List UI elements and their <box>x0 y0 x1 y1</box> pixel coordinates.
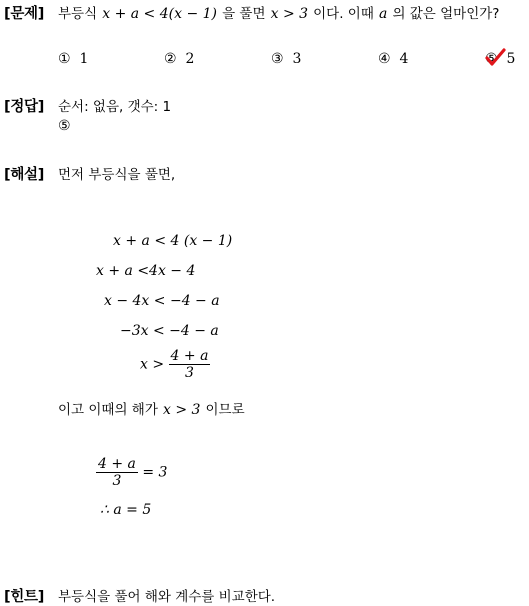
choice-2[interactable] <box>164 51 194 67</box>
equation-rhs: = 3 <box>142 464 168 481</box>
choice-4-value: 4 <box>399 51 409 67</box>
equation-denominator: 3 <box>96 472 138 489</box>
equation-fraction <box>96 456 138 489</box>
choice-5-value: 5 <box>506 51 516 67</box>
problem-condition: x > 3 <box>270 6 309 22</box>
answer-line-2: ⑤ <box>58 118 71 134</box>
problem-variable: a <box>378 6 388 22</box>
step-2: x + a <4x − 4 <box>96 263 196 279</box>
problem-end: 의 값은 얼마인가? <box>392 6 500 22</box>
choice-2-value: 2 <box>185 51 195 67</box>
equation <box>96 456 167 489</box>
explanation-label: [해설] <box>4 167 45 183</box>
transition-text: 이고 이때의 해가 <box>58 402 158 418</box>
checkmark-icon <box>484 48 508 68</box>
step-1: x + a < 4 (x − 1) <box>113 233 233 249</box>
choice-4[interactable] <box>378 51 408 67</box>
problem-prefix: 부등식 <box>58 6 98 22</box>
choice-1-value: 1 <box>79 51 89 67</box>
transition-end: 이므로 <box>205 402 245 418</box>
answer-line-1: 순서: 없음, 갯수: 1 <box>58 99 172 115</box>
hint-label: [힌트] <box>4 589 45 605</box>
step-4: −3x < −4 − a <box>120 323 219 339</box>
step-5-lhs: x > <box>140 356 165 373</box>
step-5-fraction <box>169 348 211 381</box>
transition-line <box>58 398 245 418</box>
problem-label: [문제] <box>4 6 45 22</box>
explanation-intro: 먼저 부등식을 풀면, <box>58 167 176 183</box>
step-5-denominator: 3 <box>169 364 211 381</box>
choice-3-mark: ③ <box>271 51 284 67</box>
choice-3[interactable] <box>271 51 301 67</box>
choice-2-mark: ② <box>164 51 177 67</box>
hint-text: 부등식을 풀어 해와 계수를 비교한다. <box>58 589 276 605</box>
choice-1-mark: ① <box>58 51 71 67</box>
problem-suffix: 이다. 이때 <box>313 6 374 22</box>
problem-inequality: x + a < 4(x − 1) <box>102 6 217 22</box>
step-5-numerator: 4 + a <box>170 348 209 364</box>
choice-4-mark: ④ <box>378 51 391 67</box>
choice-3-value: 3 <box>292 51 302 67</box>
equation-numerator: 4 + a <box>98 456 136 472</box>
conclusion: ∴ a = 5 <box>100 502 152 518</box>
problem-text <box>58 2 499 22</box>
step-3: x − 4x < −4 − a <box>104 293 220 309</box>
step-5 <box>140 348 210 381</box>
problem-mid: 을 풀면 <box>222 6 266 22</box>
answer-label: [정답] <box>4 99 45 115</box>
choice-1[interactable] <box>58 51 88 67</box>
transition-condition: x > 3 <box>162 402 201 418</box>
choice-5-mark: ⑤ <box>485 51 498 67</box>
